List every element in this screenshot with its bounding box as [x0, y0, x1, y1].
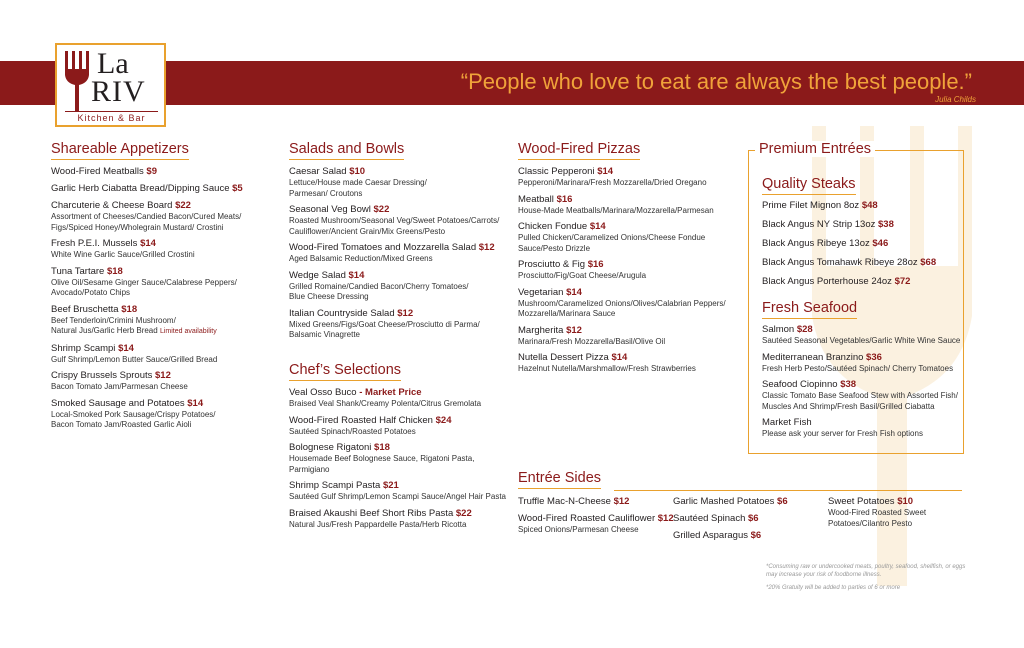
seafood-list [762, 324, 960, 440]
item-description: Wood-Fired Roasted Sweet [828, 508, 927, 517]
item-name: Crispy Brussels Sprouts [51, 370, 153, 381]
menu-item [51, 398, 243, 431]
menu-item [518, 259, 726, 282]
item-description: Sauce/Pesto Drizzle [518, 243, 591, 253]
item-name: Fresh P.E.I. Mussels [51, 238, 138, 249]
menu-item [762, 417, 960, 440]
item-price: $9 [146, 166, 157, 177]
sides-list-2 [673, 496, 788, 542]
steak-item [762, 219, 936, 230]
menu-item [289, 442, 506, 475]
item-price: $14 [118, 342, 134, 354]
section-title: Fresh Seafood [762, 300, 857, 319]
item-description: Potatoes/Cilantro Pesto [828, 518, 913, 528]
item-title [51, 266, 243, 278]
section-title: Chef’s Selections [289, 362, 401, 381]
item-title [51, 183, 243, 195]
item-description: Housemade Beef Bolognese Sauce, Rigatoni Pasta, [289, 454, 475, 463]
item-description: Balsamic Vinagrette [289, 330, 360, 339]
item-name: Truffle Mac-N-Cheese [518, 496, 611, 507]
item-description: Beef Tenderloin/Crimini Mushroom/ [51, 315, 176, 325]
item-size: 13oz [854, 219, 876, 230]
item-price: $14 [566, 286, 582, 298]
item-name: Classic Pepperoni [518, 166, 595, 177]
sides-col-2 [673, 496, 788, 547]
menu-item [673, 530, 788, 542]
item-description: Natural Jus/Fresh Pappardelle Pasta/Herb Ricotta [289, 519, 467, 529]
item-size: 13oz [849, 238, 870, 249]
item-title [289, 442, 506, 454]
item-price: $12 [478, 242, 495, 253]
menu-item [762, 324, 960, 347]
item-price: $5 [232, 183, 243, 194]
menu-item [518, 194, 726, 217]
item-price: $36 [866, 351, 882, 363]
item-name: Vegetarian [518, 286, 564, 298]
item-name: Grilled Asparagus [673, 530, 748, 541]
item-title [518, 513, 674, 525]
item-price: $22 [455, 507, 472, 519]
item-price: $24 [435, 414, 452, 426]
item-description: Sautéed Gulf Shrimp/Lemon Scampi Sauce/Angel Hair Pasta [289, 492, 507, 501]
item-title [289, 204, 499, 216]
item-name: Italian Countryside Salad [289, 307, 395, 319]
item-title [518, 496, 674, 508]
menu-item [762, 379, 960, 412]
appetizers-section [51, 140, 243, 436]
steak-item [762, 238, 936, 249]
menu-item [289, 204, 499, 237]
item-price: $6 [777, 496, 788, 507]
item-title [518, 166, 726, 178]
item-price: $18 [121, 303, 138, 315]
item-size: 28oz [897, 257, 918, 268]
footnote-gratuity: *20% Gratuity will be added to parties of 6 or more [766, 585, 901, 591]
item-name: Black Angus NY Strip [762, 219, 853, 230]
item-price: $12 [566, 324, 582, 336]
item-title [762, 352, 960, 364]
item-description: Bacon Tomato Jam/Roasted Garlic Aioli [51, 420, 192, 429]
item-price: $14 [348, 269, 365, 281]
item-price: $12 [613, 496, 630, 507]
item-description: Sautéed Seasonal Vegetables/Garlic White Wine Sauce [762, 336, 961, 345]
item-name: Chicken Fondue [518, 221, 588, 232]
item-description: Prosciutto/Fig/Goat Cheese/Arugula [518, 271, 647, 280]
item-description: Mozzarella/Marinara Sauce [518, 309, 616, 318]
item-description: House-Made Meatballs/Marinara/Mozzarella/Parmesan [518, 205, 714, 215]
item-price: $14 [187, 397, 204, 409]
item-name: Margherita [518, 324, 564, 336]
item-description: Sautéed Spinach/Roasted Potatoes [289, 426, 416, 436]
steaks-list [762, 200, 936, 287]
item-title [51, 398, 243, 410]
item-name: Black Angus Ribeye [762, 238, 847, 249]
item-description: Grilled Romaine/Candied Bacon/Cherry Tomatoes/ [289, 281, 469, 291]
item-price: $12 [155, 370, 171, 381]
item-name: Veal Osso Buco [289, 387, 357, 398]
item-description: Please ask your server for Fresh Fish options [762, 429, 923, 438]
menu-item [289, 270, 499, 303]
logo-la: La [97, 47, 129, 80]
menu-item [673, 496, 788, 508]
menu-item [289, 415, 506, 438]
item-name: Charcuterie & Cheese Board [51, 200, 173, 211]
item-description: Classic Tomato Base Seafood Stew with Assorted Fish/ [762, 391, 958, 400]
menu-item [51, 266, 243, 299]
item-title [518, 325, 726, 337]
menu-item [289, 387, 506, 410]
item-price: $28 [796, 324, 813, 335]
item-title [762, 379, 960, 391]
item-name: Market Fish [762, 417, 812, 428]
item-size: 8oz [843, 200, 860, 211]
item-name: Seasonal Veg Bowl [289, 204, 371, 215]
item-title [673, 496, 788, 508]
item-title [51, 304, 243, 316]
menu-item [51, 343, 243, 366]
menu-item [673, 513, 788, 525]
item-description: Gulf Shrimp/Lemon Butter Sauce/Grilled Bread [51, 354, 218, 364]
item-price: $14 [589, 221, 606, 232]
item-price: $18 [374, 442, 390, 453]
item-name: Wood-Fired Tomatoes and Mozzarella Salad [289, 242, 477, 253]
item-price: $46 [872, 238, 889, 249]
item-description: Mixed Greens/Figs/Goat Cheese/Prosciutto di Parma/ [289, 319, 480, 329]
sides-col-3 [828, 496, 926, 534]
menu-item [289, 308, 499, 341]
item-title [289, 415, 506, 427]
salads-section [289, 140, 499, 346]
item-name: Smoked Sausage and Potatoes [51, 397, 185, 409]
menu-item [51, 166, 243, 178]
item-name: Shrimp Scampi Pasta [289, 480, 381, 491]
steak-item [762, 257, 936, 268]
menu-item [518, 221, 726, 254]
item-name: Braised Akaushi Beef Short Ribs Pasta [289, 507, 454, 519]
logo-riv: RIV [91, 75, 146, 108]
item-name: Wood-Fired Roasted Cauliflower [518, 513, 656, 524]
logo [55, 43, 166, 127]
item-name: Prosciutto & Fig [518, 259, 586, 270]
item-title [51, 343, 243, 355]
item-description: Muscles And Shrimp/Fresh Basil/Grilled Ciabatta [762, 401, 935, 411]
item-description: Cauliflower/Ancient Grain/Mix Greens/Pesto [289, 226, 446, 236]
steak-item [762, 200, 936, 211]
item-description: Local-Smoked Pork Sausage/Crispy Potatoes/ [51, 409, 216, 419]
menu-item [518, 166, 726, 189]
item-title [518, 194, 726, 206]
item-title [289, 387, 506, 399]
item-name: Garlic Mashed Potatoes [673, 496, 775, 507]
item-name: Sautéed Spinach [673, 513, 746, 524]
item-title [673, 513, 788, 525]
item-description: Olive Oil/Sesame Ginger Sauce/Calabrese Peppers/ [51, 277, 237, 287]
item-title [673, 530, 788, 542]
item-price: $22 [373, 204, 390, 215]
chefs-list [289, 387, 506, 530]
item-description: White Wine Garlic Sauce/Grilled Crostini [51, 250, 195, 259]
item-name: Wedge Salad [289, 269, 346, 281]
section-title: Salads and Bowls [289, 141, 404, 160]
item-price: $21 [382, 480, 399, 491]
item-price: $10 [349, 166, 366, 177]
menu-item [518, 513, 674, 536]
pizzas-list [518, 166, 726, 375]
item-price: $48 [861, 200, 878, 211]
item-title [289, 242, 499, 254]
menu-item [51, 370, 243, 393]
menu-item [762, 352, 960, 375]
appetizers-list [51, 166, 243, 431]
item-price: $14 [140, 238, 156, 249]
item-title [289, 508, 506, 520]
item-description: Spiced Onions/Parmesan Cheese [518, 525, 639, 534]
menu-item [51, 200, 243, 233]
menu-item [289, 242, 499, 265]
item-title [518, 287, 726, 299]
item-description: Figs/Spiced Honey/Wholegrain Mustard/ Crostini [51, 222, 224, 232]
item-name: Caesar Salad [289, 166, 347, 177]
quote-author: Julia Childs [935, 95, 976, 104]
pizzas-section [518, 140, 726, 380]
item-price: $68 [920, 257, 937, 268]
item-price: $16 [587, 259, 604, 270]
item-title [289, 270, 499, 282]
sides-col-1 [518, 496, 674, 541]
footnote-raw: *Consuming raw or undercooked meats, poultry, seafood, shellfish, or eggs may increase your risk of foodborne illness. [766, 564, 966, 578]
item-name: Tuna Tartare [51, 265, 105, 277]
item-description: Bacon Tomato Jam/Parmesan Cheese [51, 382, 188, 391]
item-description: Fresh Herb Pesto/Sautéed Spinach/ Cherry Tomatoes [762, 363, 954, 373]
item-name: Sweet Potatoes [828, 496, 895, 507]
menu-item [51, 183, 243, 195]
premium-title: Premium Entrées [755, 141, 875, 157]
sides-divider [614, 490, 962, 491]
item-name: Mediterranean Branzino [762, 351, 864, 363]
item-name: Bolognese Rigatoni [289, 442, 372, 453]
item-title [289, 480, 506, 492]
item-description: Roasted Mushroom/Seasonal Veg/Sweet Potatoes/Carrots/ [289, 216, 500, 225]
item-description: Aged Balsamic Reduction/Mixed Greens [289, 254, 433, 263]
item-name: Seafood Ciopinno [762, 379, 838, 390]
item-description: Pulled Chicken/Caramelized Onions/Cheese Fondue [518, 233, 706, 242]
chefs-section [289, 361, 506, 535]
item-description: Pepperoni/Marinara/Fresh Mozzarella/Dried Oregano [518, 178, 707, 187]
seafood-section [762, 299, 960, 445]
item-price: $14 [611, 352, 628, 363]
item-title [518, 221, 726, 233]
item-price: $12 [657, 513, 674, 524]
menu-item [289, 508, 506, 531]
item-description: Mushroom/Caramelized Onions/Olives/Calabrian Peppers/ [518, 298, 726, 308]
menu-item [518, 496, 674, 508]
item-title [51, 200, 243, 212]
menu-item [828, 496, 926, 529]
menu-item [518, 325, 726, 348]
item-price: $12 [397, 307, 414, 319]
item-description: Hazelnut Nutella/Marshmallow/Fresh Strawberries [518, 364, 696, 373]
item-name: Meatball [518, 193, 554, 205]
item-title [762, 417, 960, 429]
item-name: Prime Filet Mignon [762, 200, 842, 211]
steak-item [762, 276, 936, 287]
item-title [51, 370, 243, 382]
item-title [518, 259, 726, 271]
item-price: $38 [878, 219, 894, 230]
sides-title: Entrée Sides [518, 470, 601, 489]
availability-note: Limited availability [159, 328, 217, 335]
item-name: Garlic Herb Ciabatta Bread/Dipping Sauce [51, 183, 230, 194]
item-description: Natural Jus/Garlic Herb Bread Limited availability [51, 326, 217, 335]
item-price: $6 [750, 530, 762, 541]
item-description: Braised Veal Shank/Creamy Polenta/Citrus Gremolata [289, 399, 482, 408]
menu-item [518, 287, 726, 320]
section-title: Shareable Appetizers [51, 141, 189, 160]
item-title [828, 496, 926, 508]
item-title [51, 166, 243, 178]
item-name: Wood-Fired Meatballs [51, 166, 144, 177]
item-price: $14 [597, 166, 614, 177]
logo-subtitle: Kitchen & Bar [65, 111, 158, 123]
item-price: $72 [894, 276, 911, 287]
item-name: Beef Bruschetta [51, 303, 119, 315]
item-price: $18 [106, 265, 123, 277]
salads-list [289, 166, 499, 341]
item-title [289, 308, 499, 320]
item-title [518, 352, 726, 364]
item-description: Lettuce/House made Caesar Dressing/ [289, 178, 427, 187]
sides-list-3 [828, 496, 926, 529]
item-title [289, 166, 499, 178]
banner-quote: “People who love to eat are always the best people.” [460, 69, 972, 94]
item-description: Parmigiano [289, 464, 330, 474]
item-description: Blue Cheese Dressing [289, 292, 369, 301]
item-name: Nutella Dessert Pizza [518, 352, 609, 363]
item-title [51, 238, 243, 250]
item-name: Salmon [762, 324, 795, 335]
item-name: Shrimp Scampi [51, 342, 116, 354]
item-description: Avocado/Potato Chips [51, 288, 131, 297]
item-name: Wood-Fired Roasted Half Chicken [289, 414, 433, 426]
item-description: Marinara/Fresh Mozzarella/Basil/Olive Oil [518, 336, 666, 346]
item-name: Black Angus Porterhouse [762, 276, 869, 287]
market-price: - Market Price [356, 387, 422, 398]
menu-item [51, 304, 243, 338]
item-price: $10 [897, 496, 914, 507]
item-price: $6 [748, 513, 759, 524]
item-title [762, 324, 960, 336]
item-price: $22 [175, 200, 191, 211]
item-price: $16 [556, 193, 573, 205]
menu-item [289, 480, 506, 503]
item-size: 24oz [871, 276, 892, 287]
item-description: Parmesan/ Croutons [289, 188, 363, 198]
section-title: Wood-Fired Pizzas [518, 141, 640, 160]
item-price: $38 [840, 379, 857, 390]
item-description: Assortment of Cheeses/Candied Bacon/Cured Meats/ [51, 212, 242, 221]
item-name: Black Angus Tomahawk Ribeye [762, 257, 895, 268]
steaks-section [762, 175, 936, 295]
sides-list-1 [518, 496, 674, 536]
menu-item [518, 352, 726, 375]
menu-item [51, 238, 243, 261]
section-title: Quality Steaks [762, 176, 856, 195]
fork-logo-icon [64, 51, 92, 111]
menu-item [289, 166, 499, 199]
